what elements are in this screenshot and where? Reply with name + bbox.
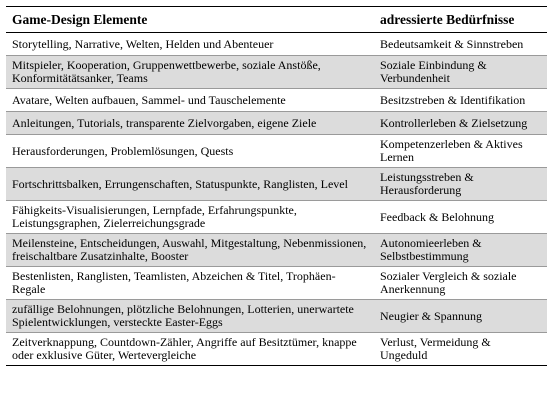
header-addressed-needs: adressierte Bedürfnisse	[374, 7, 547, 33]
elements-cell: Herausforderungen, Problemlösungen, Quests	[6, 135, 374, 168]
needs-cell: Besitzstreben & Identifikation	[374, 89, 547, 112]
elements-cell: Zeitverknappung, Countdown-Zähler, Angriffe auf Besitztümer, knappe oder exklusive Güter, Wertevergleiche	[6, 333, 374, 366]
elements-cell: Fähigkeits-Visualisierungen, Lernpfade, Erfahrungspunkte, Leistungsgraphen, Zielerreichungsgrade	[6, 201, 374, 234]
table-row	[6, 300, 547, 333]
needs-cell: Kontrollerleben & Zielsetzung	[374, 112, 547, 135]
elements-cell: Meilensteine, Entscheidungen, Auswahl, Mitgestaltung, Nebenmissionen, freischaltbare Zusatzinhalte, Booster	[6, 234, 374, 267]
needs-cell: Neugier & Spannung	[374, 300, 547, 333]
needs-cell: Soziale Einbindung & Verbundenheit	[374, 56, 547, 89]
elements-cell: Anleitungen, Tutorials, transparente Zielvorgaben, eigene Ziele	[6, 112, 374, 135]
table-row	[6, 56, 547, 89]
table-row	[6, 234, 547, 267]
needs-cell: Autonomieerleben & Selbstbestimmung	[374, 234, 547, 267]
elements-cell: Avatare, Welten aufbauen, Sammel- und Tauschelemente	[6, 89, 374, 112]
table-row	[6, 33, 547, 56]
elements-cell: Bestenlisten, Ranglisten, Teamlisten, Abzeichen & Titel, Trophäen-Regale	[6, 267, 374, 300]
game-design-table	[6, 6, 547, 366]
table-row	[6, 267, 547, 300]
table-row	[6, 168, 547, 201]
table-row	[6, 112, 547, 135]
needs-cell: Bedeutsamkeit & Sinnstreben	[374, 33, 547, 56]
header-game-design-elements: Game-Design Elemente	[6, 7, 374, 33]
table-container	[6, 6, 547, 366]
elements-cell: zufällige Belohnungen, plötzliche Belohnungen, Lotterien, unerwartete Spielentwicklungen, versteckte Easter-Eggs	[6, 300, 374, 333]
table-row	[6, 201, 547, 234]
needs-cell: Leistungsstreben & Herausforderung	[374, 168, 547, 201]
elements-cell: Storytelling, Narrative, Welten, Helden und Abenteuer	[6, 33, 374, 56]
needs-cell: Verlust, Vermeidung & Ungeduld	[374, 333, 547, 366]
needs-cell: Feedback & Belohnung	[374, 201, 547, 234]
needs-cell: Kompetenzerleben & Aktives Lernen	[374, 135, 547, 168]
table-row	[6, 135, 547, 168]
elements-cell: Fortschrittsbalken, Errungenschaften, Statuspunkte, Ranglisten, Level	[6, 168, 374, 201]
needs-cell: Sozialer Vergleich & soziale Anerkennung	[374, 267, 547, 300]
table-row	[6, 333, 547, 366]
elements-cell: Mitspieler, Kooperation, Gruppenwettbewerbe, soziale Anstöße, Konformitätätsanker, Teams	[6, 56, 374, 89]
header-row	[6, 7, 547, 33]
table-row	[6, 89, 547, 112]
